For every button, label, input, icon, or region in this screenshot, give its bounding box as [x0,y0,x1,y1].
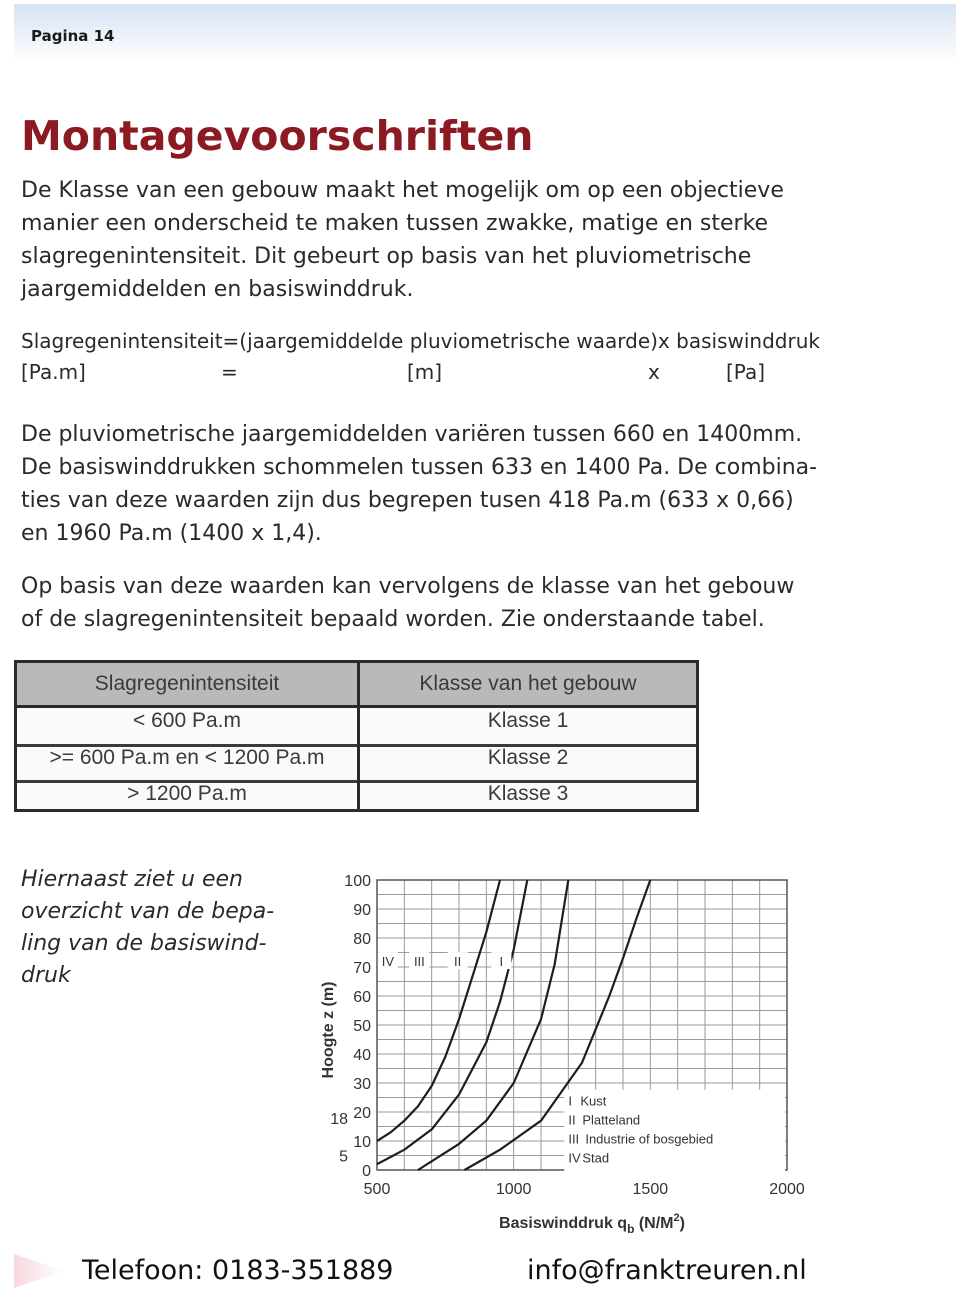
unit-m: [m] [407,360,443,384]
caption-line: druk [21,963,71,988]
legend-code: IV [568,1150,581,1166]
x-tick-label: 2000 [769,1181,805,1198]
y-tick-label: 30 [353,1076,371,1093]
y-tick-label: 50 [353,1018,371,1035]
y-tick-label-extra: 18 [330,1110,348,1128]
curve-label: I [499,954,504,970]
formula-block [21,326,820,388]
y-tick-label: 80 [353,931,371,948]
range-line: ties van deze waarden zijn dus begrepen tusen 418 Pa.m (633 x 0,66) [21,488,794,513]
legend-code: I [568,1093,572,1109]
intro-line: manier een onderscheid te maken tussen zwakke, matige en sterke [21,211,769,236]
conclusion-paragraph [21,570,794,636]
table-cell: > 1200 Pa.m [127,782,247,805]
curve-label: II [454,954,462,970]
y-tick-label: 90 [353,902,371,919]
curve-label: III [413,954,425,970]
curve-label: IV [381,954,395,970]
table-cell: < 600 Pa.m [133,709,241,732]
arrow-icon [14,1254,66,1288]
table-cell: Klasse 3 [487,782,569,805]
range-line: De pluviometrische jaargemiddelden variëren tussen 660 en 1400mm. [21,422,803,447]
unit-equals: = [221,360,238,384]
table-cell: Klasse 1 [487,709,569,732]
conclusion-line: Op basis van deze waarden kan vervolgens de klasse van het gebouw [21,574,795,599]
legend-label: Platteland [582,1112,641,1128]
unit-times: x [648,360,660,384]
formula-expression: Slagregenintensiteit=(jaargemiddelde pluviometrische waarde)x basiswinddruk [21,329,820,353]
y-tick-label: 70 [353,960,371,977]
y-tick-label: 0 [362,1163,371,1180]
page-title: Montagevoorschriften [21,112,534,160]
series-curve-iii [377,880,527,1164]
y-tick-label: 10 [353,1134,371,1151]
chart-caption [21,864,274,992]
legend-code: II [568,1112,576,1128]
y-tick-label-extra: 5 [339,1148,348,1166]
legend-label: Kust [580,1093,607,1109]
x-tick-label: 500 [363,1181,391,1198]
y-tick-label: 40 [353,1047,371,1064]
caption-line: ling van de basiswind- [21,931,267,956]
y-axis-label: Hoogte z (m) [320,981,337,1079]
range-line: en 1960 Pa.m (1400 x 1,4). [21,521,322,546]
class-table [14,660,699,812]
footer-phone: Telefoon: 0183-351889 [82,1255,394,1286]
formula-units [21,357,820,388]
unit-pa: [Pa] [726,360,766,384]
wind-pressure-chart [300,860,820,1235]
footer-email[interactable]: info@franktreuren.nl [527,1255,807,1286]
y-tick-label: 20 [353,1105,371,1122]
y-tick-label: 100 [344,873,371,890]
intro-line: jaargemiddelden en basiswinddruk. [21,277,414,302]
table-header-cell: Klasse van het gebouw [419,672,637,695]
table-header-cell: Slagregenintensiteit [94,672,280,695]
page-header-band [14,4,956,62]
unit-result: [Pa.m] [21,360,86,384]
range-paragraph [21,418,817,550]
table-cell: Klasse 2 [487,746,569,769]
x-tick-label: 1000 [495,1181,532,1198]
intro-line: slagregenintensiteit. Dit gebeurt op basis van het pluviometrische [21,244,752,269]
conclusion-line: of de slagregenintensiteit bepaald worden. Zie onderstaande tabel. [21,607,765,632]
x-axis-label: Basiswinddruk $q_b$ $(N/M^2)$ [499,1212,685,1235]
caption-line: Hiernaast ziet u een [21,867,243,892]
legend-label: Stad [582,1150,610,1166]
table-cell: >= 600 Pa.m en < 1200 Pa.m [49,746,325,769]
page-number-label: Pagina 14 [31,27,115,45]
legend-label: Industrie of bosgebied [585,1131,714,1147]
intro-paragraph [21,174,784,306]
range-line: De basiswinddrukken schommelen tussen 633 en 1400 Pa. De combina- [21,455,818,480]
y-tick-label: 60 [353,989,371,1006]
intro-line: De Klasse van een gebouw maakt het mogelijk om op een objectieve [21,178,784,203]
legend-code: III [568,1131,580,1147]
caption-line: overzicht van de bepa- [21,899,275,924]
x-tick-label: 1500 [632,1181,669,1198]
